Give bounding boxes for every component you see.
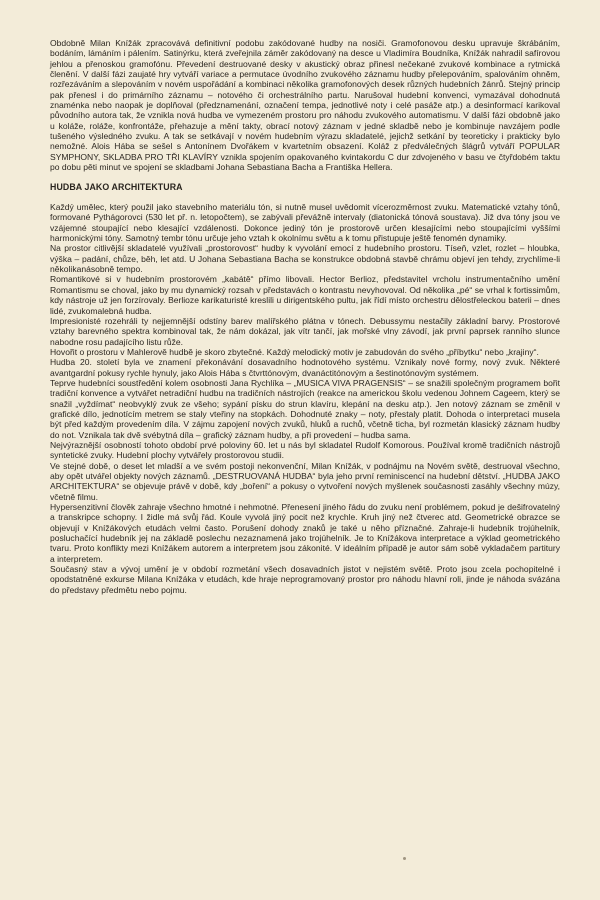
section-paragraph-10: Hypersenzitivní člověk zahraje všechno hmotné i nehmotné. Přenesení jiného řádu do zvuku není problémem, pokud je dešifrovatelný a transkripce schopny. I židle má svůj řád. Koule vyvolá jiný pocit než krychle. Kruh jiný než čtverec atd. Geometrické obrazce se objevují v Knížákových etudách velmi často. Porušení dohody znaků je také u něho příznačné. Zahraje-li hudebník trojúhelník, posluchačící hudebník jej na základě poslechu nezaznamená jako trojúhelník. Je to Knížákova interpretace a výklad geometrického tvaru. Proto konflikty mezi Knížákem autorem a interpretem jsou zákonité. V ideálním případě je autor sám sobě vykladačem partitury a interpretem. (50, 502, 560, 564)
section-paragraph-3: Romantikové si v hudebním prostorovém „kabátě“ přímo libovali. Hector Berlioz, představitel vrcholu instrumentačního umění Romantismu se choval, jako by mu dynamický rozsah v představách o kontrastu nevyhovoval. Od několika „pé“ se vrhal k fortissimům, kdy nástroje už jen forzírovaly. Berlioze karikaturisté kreslili u dirigentského pultu, jak řídí místo orchestru dělostřeleckou baterii – dnes lidé, zvukomalebná hudba. (50, 274, 560, 316)
intro-paragraph: Obdobně Milan Knížák zpracovává definitivní podobu zakódované hudby na nosiči. Gramofonovou desku upravuje škrábáním, bodáním, lámáním i pálením. Satinýrku, která zveřejnila záměr zakódovaný na desce u Vladimíra Boudníka, Knížák nahradil safírovou jehlou a přenoskou gramofónu. Převedení destruované desky v akustický obraz přinesl nečekané zvukové kombinace a rytmická členění. V další fázi zaujaté hry vytváří variace a permutace úvodního zvukového záznamu hudby přelepováním, spalováním ohněm, rozřezáváním a slepováním v novém uspořádání a kombinaci několika gramofonových desek různých hudebních žánrů. Stejný princip pak přenesl i do primárního záznamu – notového či orchestrálního partu. Narušoval hudební konvenci, vymazával dohodnutá znaménka nebo naopak je doplňoval (předznamenání, označení tempa, jednotlivé noty i celé pasáže atp.) a desinformací karikoval původního autora tak, že vznikla nová hudba ve vymezeném prostoru pro náhodu zvukového automatismu. V další fázi obdobně jako u koláže, roláže, konfrontáže, přehazuje a mění takty, obrací notový záznam v jedné skladbě nebo je kombinuje navzájem podle tušeného výsledného zvuku. A tak se setkávají v novém hudebním výrazu skladatelé, jejichž setkání by teoreticky i prakticky bylo nemožné. Alois Hába se sešel s Antonínem Dvořákem v kvartetním obsazení. Koláž z předválečných šlágrů vytváří POPULAR SYMPHONY, SKLADBA PRO TŘI KLAVÍRY vznikla spojením opakovaného kvintakordu C dur zdvojeného v basu ve čtyřdobém taktu po dobu pěti minut ve spojení se skladbami Johana Sebastiana Bacha a Františka Hellera. (50, 38, 560, 173)
print-mark (403, 857, 406, 860)
section-paragraph-4: Impresionisté rozehráli ty nejjemnější odstíny barev malířského plátna v tónech. Debussymu nestačily základní barvy. Prostorové vztahy barevného spektra kombinoval tak, že nám dokázal, jak vítr tančí, jak mořské vlny závodí, jak první paprsek ranního slunce nabodne rosu padajícího listu růže. (50, 315, 560, 347)
section-paragraph-5: Hovořit o prostoru v Mahlerově hudbě je skoro zbytečné. Každý melodický motiv je zabudován do svého „příbytku“ nebo „krajiny“. (50, 346, 539, 357)
section-paragraph-1: Každý umělec, který použil jako stavebního materiálu tón, si nutně musel uvědomit vícerozměrnost zvuku. Matematické vztahy tónů, formované Pythágorovci (530 let př. n. letopočtem), se zabývali převážně intervaly (diatonická tónová soustava). Již dva tóny jsou ve vzájemné stoupající nebo klesající vzdálenosti. Dokonce jediný tón je prostorově určen klesajícími nebo stoupajícími vyššími harmonickými tóny. Samotný tembr tónu určuje jeho vztah k okolnímu světu a k tomu přistupuje ještě fenomén dynamiky. (50, 202, 560, 244)
section-paragraph-7: Teprve hudebníci soustředění kolem osobnosti Jana Rychlíka – „MUSICA VIVA PRAGENSIS“ – se snažili společným programem bořit tradiční konvence a vytvářet netradiční hudbu na tradičních nástrojích (reakce na americkou školu vedenou Johnem Cageem, který se snažil „vyždímat“ neobvyklý zvuk ze všeho; sypání písku do strun klavíru, klepání na desku atp.). Jen notový záznam se změnil v grafické dílo, jednotícím metrem se staly vteřiny na stopkách. Dohodnuté znaky – noty, přestaly platit. Dohoda o interpretaci musela být před každým provedením díla. V zájmu zapojení nových zvuků, hluků a ruchů, včetně ticha, byl rozmetán klasický záznam hudby do not. Vznikala tak dvě svébytná díla – grafický záznam hudby, a při provedení – hudba sama. (50, 377, 560, 440)
document-page (50, 38, 560, 878)
section-paragraph-6: Hudba 20. století byla ve znamení překonávání dosavadního hodnotového systému. Vznikaly nové formy, nový zvuk. Některé avantgardní pokusy rychle hynuly, jako Alois Hába s čtvrttónovým, dvanáctitónovým a šestinotónovým systémem. (50, 357, 560, 378)
section-body (50, 202, 560, 595)
section-paragraph-11: Současný stav a vývoj umění je v období rozmetání všech dosavadních jistot v nejistém světě. Proto jsou zcela pochopitelné i opodstatněné exkurse Milana Knížáka v etudách, kde hraje neprogramovaný prostor pro náhodu hlavní roli, jinde je náhoda svázána do představy předmětu nebo pojmu. (50, 564, 560, 595)
section-paragraph-9: Ve stejné době, o deset let mladší a ve svém postoji nekonvenční, Milan Knížák, v podnájmu na Novém světě, destruoval všechno, aby opět utvářel objekty nových záznamů. „DESTRUOVANÁ HUDBA“ byla jeho první reminiscencí na hudební dětství. „HUDBA JAKO ARCHITEKTURA“ se objevuje právě v době, kdy „boření“ a pokusy o vytvoření nových myšlenek současnosti zasáhly všechny múzy, včetně filmu. (50, 460, 560, 502)
section-title: HUDBA JAKO ARCHITEKTURA (50, 182, 183, 193)
section-paragraph-2: Na prostor citlivější skladatelé využívali „prostorovost“ hudby k vyvolání emocí z hudebního prostoru. Tíseň, vzlet, rozlet – hloubka, výška – padání, chůze, běh, let atd. U Johana Sebastiana Bacha se konstrukce obdobná stavbě chrámu objeví jen tehdy, zrychlíme-li několikanásobně tempo. (50, 243, 560, 275)
section-paragraph-8: Nejvýraznější osobností tohoto období prvé poloviny 60. let u nás byl skladatel Rudolf Komorous. Používal kromě tradičních nástrojů syntetické zvuky. Hudební plochy vytvářely prostorovou studii. (50, 439, 560, 461)
